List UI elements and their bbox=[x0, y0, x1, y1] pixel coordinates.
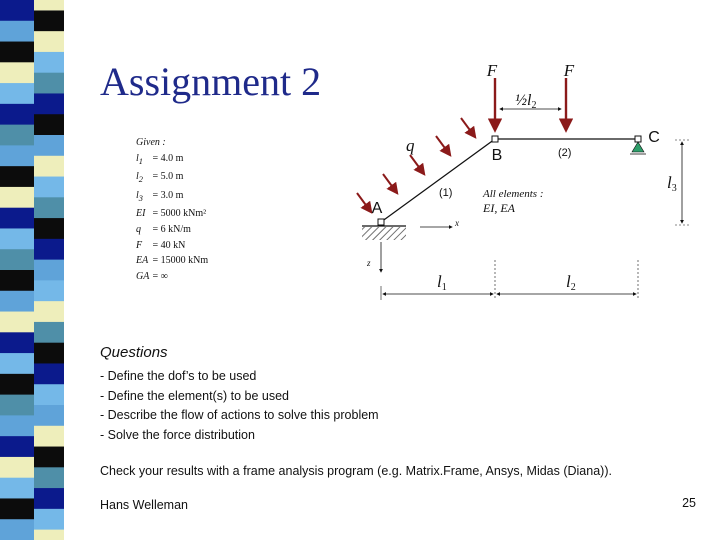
stripe-block bbox=[0, 83, 34, 104]
stripe-block bbox=[0, 395, 34, 416]
stripe-block bbox=[34, 218, 64, 239]
stripe-block bbox=[34, 530, 64, 540]
element-label-1: (1) bbox=[439, 187, 453, 199]
node-label-b: B bbox=[491, 147, 503, 164]
load-label-q: q bbox=[406, 136, 415, 155]
given-row bbox=[136, 222, 208, 238]
given-symbol: $l_2$ bbox=[136, 171, 143, 185]
stripe-block bbox=[0, 415, 34, 436]
stripe-block bbox=[0, 353, 34, 374]
fixed-support-hatch bbox=[362, 227, 406, 240]
stripe-block bbox=[34, 363, 64, 384]
member-ab bbox=[381, 139, 495, 222]
given-value: = 5000 kNm² bbox=[152, 208, 207, 220]
stripe-block bbox=[34, 197, 64, 218]
given-data-block bbox=[136, 135, 208, 284]
stripe-block bbox=[0, 332, 34, 353]
given-value: = 40 kN bbox=[152, 239, 186, 251]
stripe-block bbox=[34, 260, 64, 281]
element-label-2: (2) bbox=[558, 147, 572, 159]
force-label-left: F bbox=[486, 61, 498, 80]
given-row bbox=[136, 253, 208, 269]
stripe-block bbox=[34, 280, 64, 301]
stripe-block bbox=[0, 145, 34, 166]
questions-block bbox=[100, 344, 379, 445]
stripe-block bbox=[34, 239, 64, 260]
stripe-block bbox=[34, 177, 64, 198]
node-label-a: A bbox=[371, 200, 383, 217]
stripe-block bbox=[0, 125, 34, 146]
stripe-block bbox=[0, 187, 34, 208]
stripe-block bbox=[34, 384, 64, 405]
stripe-block bbox=[0, 249, 34, 270]
stripe-block bbox=[0, 42, 34, 63]
stripe-block bbox=[34, 31, 64, 52]
half-span-label: ½l2 bbox=[515, 92, 537, 111]
given-value: = 5.0 m bbox=[152, 171, 184, 183]
stripe-block bbox=[34, 343, 64, 364]
question-item: - Define the element(s) to be used bbox=[100, 388, 289, 403]
distributed-load-arrows bbox=[357, 118, 475, 212]
stripe-block bbox=[34, 114, 64, 135]
stripe-block bbox=[34, 426, 64, 447]
stripe-block bbox=[34, 156, 64, 177]
given-row bbox=[136, 206, 208, 222]
stripe-block bbox=[0, 270, 34, 291]
node-a bbox=[378, 219, 384, 225]
stripe-block bbox=[0, 166, 34, 187]
given-value: = 15000 kNm bbox=[152, 255, 209, 267]
stripe-block bbox=[0, 457, 34, 478]
stripe-block bbox=[34, 10, 64, 31]
stripe-block bbox=[0, 312, 34, 333]
stripe-block bbox=[34, 322, 64, 343]
given-heading: Given : bbox=[136, 137, 166, 148]
axis-x-label: x bbox=[455, 218, 459, 228]
stripe-block bbox=[0, 436, 34, 457]
given-value: = 4.0 m bbox=[152, 152, 184, 164]
stripe-block bbox=[34, 488, 64, 509]
stripe-block bbox=[34, 52, 64, 73]
node-label-c: C bbox=[648, 129, 660, 146]
stripe-block bbox=[0, 208, 34, 229]
given-symbol: EI bbox=[136, 208, 146, 220]
stripe-block bbox=[34, 447, 64, 468]
stripe-block bbox=[34, 73, 64, 94]
dimension-label-l1: l1 bbox=[437, 272, 447, 293]
question-item: - Define the dof’s to be used bbox=[100, 369, 257, 383]
all-elements-properties: EI, EA bbox=[483, 201, 515, 215]
stripe-block bbox=[0, 0, 34, 21]
force-label-right: F bbox=[563, 61, 575, 80]
stripe-block bbox=[0, 498, 34, 519]
node-b bbox=[492, 136, 498, 142]
check-results-text: Check your results with a frame analysis program (e.g. Matrix.Frame, Ansys, Midas (Diana)). bbox=[100, 464, 612, 478]
roller-support-c bbox=[632, 142, 644, 152]
given-symbol: $l_3$ bbox=[136, 189, 143, 203]
stripe-block bbox=[0, 291, 34, 312]
frame-diagram bbox=[340, 60, 700, 310]
dimension-label-l2: l2 bbox=[566, 272, 576, 293]
given-symbol: F bbox=[136, 239, 143, 251]
given-symbol: GA bbox=[136, 270, 150, 282]
given-row bbox=[136, 188, 208, 207]
given-row bbox=[136, 238, 208, 254]
stripe-block bbox=[34, 135, 64, 156]
given-value: = 6 kN/m bbox=[152, 223, 191, 235]
given-symbol: EA bbox=[136, 255, 149, 267]
author-name: Hans Welleman bbox=[100, 498, 189, 512]
given-value: = 3.0 m bbox=[152, 189, 184, 201]
stripe-block bbox=[0, 228, 34, 249]
questions-heading: Questions bbox=[100, 344, 168, 361]
slide-title: Assignment 2 bbox=[100, 59, 322, 104]
given-value: = ∞ bbox=[152, 270, 168, 282]
given-row bbox=[136, 169, 208, 188]
node-c bbox=[635, 136, 641, 142]
stripe-block bbox=[34, 301, 64, 322]
stripe-block bbox=[34, 405, 64, 426]
stripe-block bbox=[0, 21, 34, 42]
stripe-block bbox=[0, 519, 34, 540]
given-row bbox=[136, 269, 208, 285]
given-symbol: q bbox=[136, 223, 141, 235]
all-elements-label: All elements : bbox=[483, 188, 544, 200]
decorative-stripe-bar bbox=[0, 0, 64, 540]
stripe-block bbox=[34, 0, 64, 10]
stripe-block bbox=[0, 62, 34, 83]
stripe-block bbox=[0, 104, 34, 125]
stripe-block bbox=[34, 467, 64, 488]
stripe-block bbox=[0, 374, 34, 395]
page-number: 25 bbox=[682, 496, 696, 510]
stripe-block bbox=[34, 509, 64, 530]
axis-z-label: z bbox=[367, 258, 371, 268]
given-row bbox=[136, 151, 208, 170]
stripe-block bbox=[0, 478, 34, 499]
dimension-label-l3: l3 bbox=[667, 173, 677, 194]
stripe-block bbox=[34, 93, 64, 114]
question-item: - Solve the force distribution bbox=[100, 427, 255, 442]
given-symbol: $l_1$ bbox=[136, 152, 143, 166]
question-item: - Describe the flow of actions to solve this problem bbox=[100, 408, 379, 422]
